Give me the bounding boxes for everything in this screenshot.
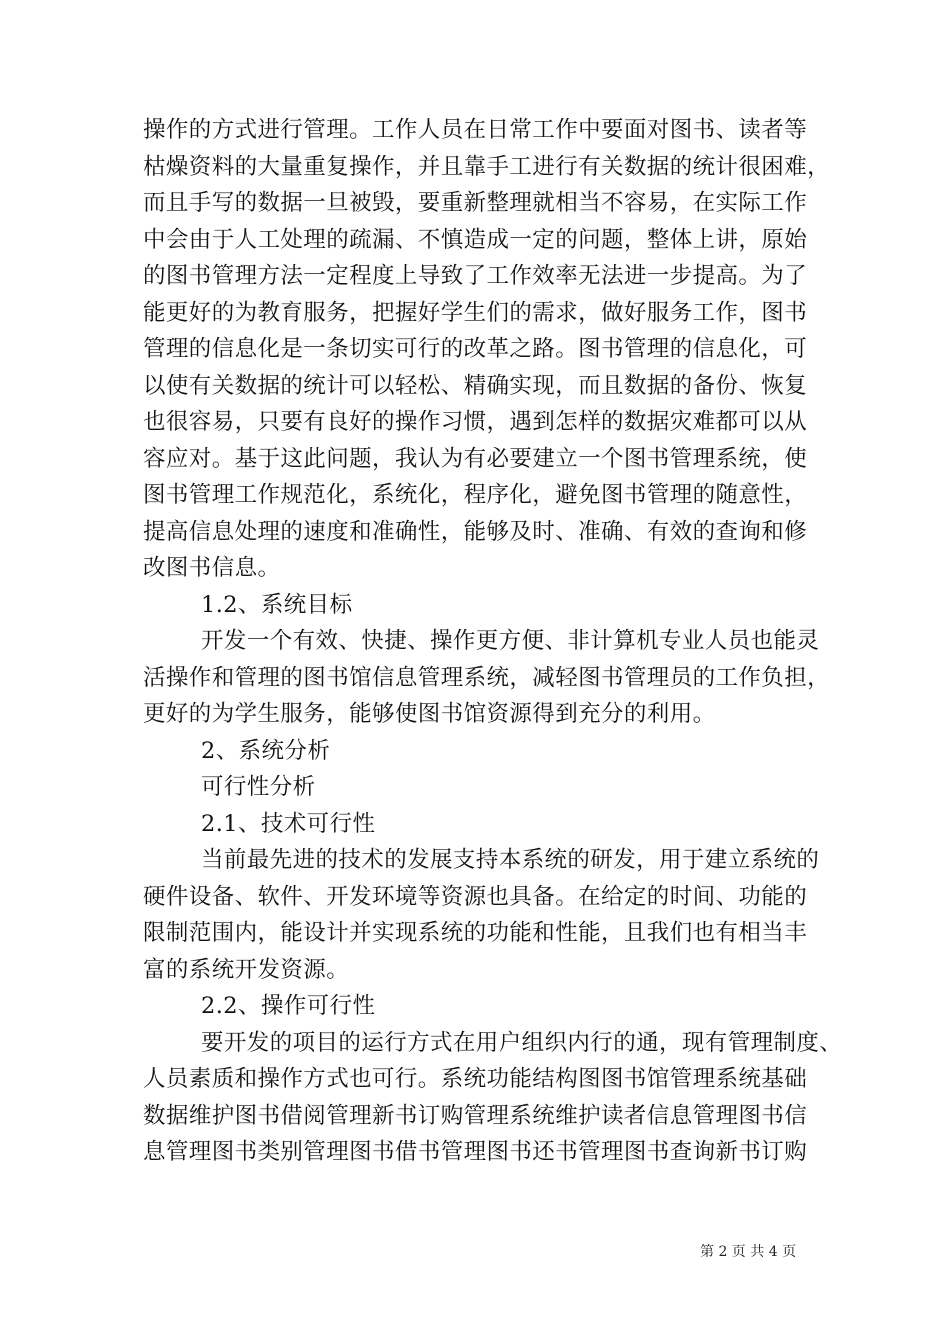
text-line: 硬件设备、软件、开发环境等资源也具备。在给定的时间、功能的 — [143, 883, 808, 910]
text-line: 中会由于人工处理的疏漏、不慎造成一定的问题，整体上讲，原始 — [143, 226, 808, 253]
text-line: 操作的方式进行管理。工作人员在日常工作中要面对图书、读者等 — [143, 117, 808, 143]
text-line: 能更好的为教育服务，把握好学生们的需求，做好服务工作，图书 — [143, 299, 808, 326]
paragraph-first-line: 要开发的项目的运行方式在用户组织内行的通，现有管理制度、 — [201, 1029, 843, 1056]
text-line: 数据维护图书借阅管理新书订购管理系统维护读者信息管理图书信 — [143, 1102, 808, 1129]
text-line: 以使有关数据的统计可以轻松、精确实现，而且数据的备份、恢复 — [143, 372, 808, 399]
section-heading: 2.2、操作可行性 — [201, 993, 376, 1019]
paragraph-first-line: 开发一个有效、快捷、操作更方便、非计算机专业人员也能灵 — [201, 628, 820, 654]
text-line: 枯燥资料的大量重复操作，并且靠手工进行有关数据的统计很困难， — [143, 153, 831, 180]
text-line: 的图书管理方法一定程度上导致了工作效率无法进一步提高。为了 — [143, 263, 808, 289]
text-line: 也很容易，只要有良好的操作习惯，遇到怎样的数据灾难都可以从 — [143, 409, 808, 435]
section-heading: 2、系统分析 — [201, 737, 331, 764]
text-line: 人员素质和操作方式也可行。系统功能结构图图书馆管理系统基础 — [143, 1066, 808, 1092]
text-line: 管理的信息化是一条切实可行的改革之路。图书管理的信息化，可 — [143, 336, 808, 362]
text-line: 改图书信息。 — [143, 555, 281, 581]
text-line: 活操作和管理的图书馆信息管理系统，减轻图书管理员的工作负担， — [143, 664, 831, 691]
text-line: 息管理图书类别管理图书借书管理图书还书管理图书查询新书订购 — [143, 1139, 808, 1165]
text-line: 富的系统开发资源。 — [143, 956, 350, 983]
text-line: 提高信息处理的速度和准确性，能够及时、准确、有效的查询和修 — [143, 518, 808, 545]
page-number: 第 2 页 共 4 页 — [700, 1244, 797, 1260]
section-heading: 2.1、技术可行性 — [201, 810, 376, 837]
text-line: 图书管理工作规范化，系统化，程序化，避免图书管理的随意性， — [143, 482, 808, 508]
text-line: 容应对。基于这此问题，我认为有必要建立一个图书管理系统，使 — [143, 445, 808, 472]
document-page — [143, 112, 843, 1171]
text-line: 更好的为学生服务，能够使图书馆资源得到充分的利用。 — [143, 701, 716, 727]
paragraph-first-line: 当前最先进的技术的发展支持本系统的研发，用于建立系统的 — [201, 847, 820, 873]
subsection-heading: 可行性分析 — [201, 774, 316, 800]
text-line: 限制范围内，能设计并实现系统的功能和性能，且我们也有相当丰 — [143, 920, 808, 946]
text-line: 而且手写的数据一旦被毁，要重新整理就相当不容易，在实际工作 — [143, 190, 808, 216]
section-heading: 1.2、系统目标 — [201, 591, 353, 618]
